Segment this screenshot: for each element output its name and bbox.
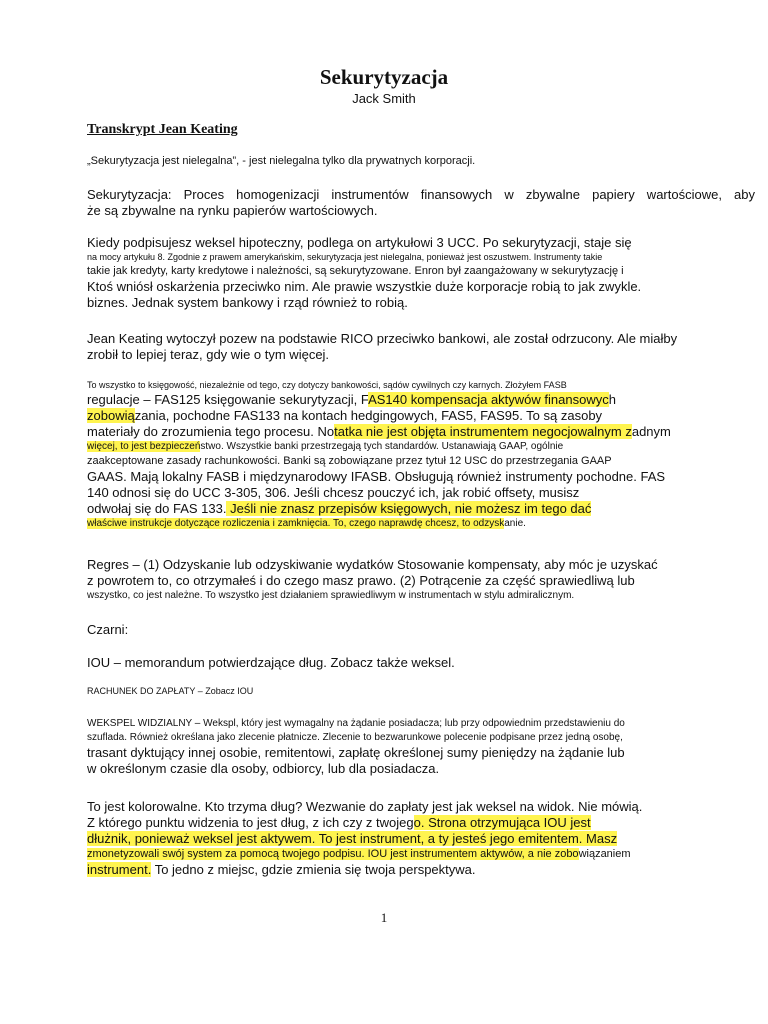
text-line: na mocy artykułu 8. Zgodnie z prawem amerykańskim, sekurytyzacja jest nielegalna, ponieważ jest oszustwem. Instrumenty takie — [87, 252, 603, 262]
text-line: GAAS. Mają lokalny FASB i międzynarodowy IFASB. Obsługują również instrumenty pochodne. FAS — [87, 469, 666, 484]
text-line: To jest kolorowalne. Kto trzyma dług? Wezwanie do zapłaty jest jak weksel na widok. Nie mówią. — [87, 799, 643, 814]
paragraph-definition — [87, 187, 755, 219]
paragraph-rico — [87, 331, 755, 363]
text-line: Regres – (1) Odzyskanie lub odzyskiwanie wydatków Stosowanie kompensaty, aby móc je uzyskać — [87, 557, 658, 572]
highlighted-text: dłużnik, ponieważ weksel jest aktywem. To jest instrument, a ty jesteś jego emitentem. Masz — [87, 831, 618, 846]
document-author: Jack Smith — [352, 91, 416, 106]
text-line: To wszystko to księgowość, niezależnie od tego, czy dotyczy bankowości, sądów cywilnych czy karnych. Złożyłem FASB — [87, 380, 567, 390]
highlighted-text: właściwe instrukcje dotyczące rozliczenia i zamknięcia. To, czego naprawdę chcesz, to odzysk — [87, 518, 505, 529]
document-subtitle: Transkrypt Jean Keating — [87, 122, 238, 137]
text-run: adnym — [631, 424, 671, 439]
text-line: z powrotem to, co otrzymałeś i do czego masz prawo. (2) Potrącenie za część sprawiedliwą lub — [87, 573, 635, 588]
text-line: RACHUNEK DO ZAPŁATY – Zobacz IOU — [87, 686, 254, 696]
text-run: wiązaniem — [578, 848, 631, 860]
text-run: zania, pochodne FAS133 na kontach hedgingowych, FAS5, FAS95. To są zasoby — [134, 408, 603, 423]
text-line — [87, 862, 755, 878]
text-line: 140 odnosi się do UCC 3-305, 306. Jeśli chcesz pouczyć ich, jak robić offsety, musisz — [87, 485, 580, 500]
text-line: Ktoś wniósł oskarżenia przeciwko nim. Ale prawie wszystkie duże korporacje robią to jak zwykle. — [87, 279, 642, 294]
text-line: Czarni: — [87, 622, 129, 637]
paragraph-accounting — [87, 379, 755, 531]
text-line — [87, 424, 755, 440]
highlighted-text: więcej, to jest bezpieczeń — [87, 441, 201, 452]
text-line: zrobił to lepiej teraz, gdy wie o tym więcej. — [87, 347, 330, 362]
text-line: biznes. Jednak system bankowy i rząd również to robią. — [87, 295, 408, 310]
text-line: że są zbywalne na rynku papierów wartościowych. — [87, 203, 378, 218]
text-run: stwo. Wszystkie banki przestrzegają tych standardów. Ustanawiają GAAP, ogólnie — [200, 441, 564, 452]
text-line: Kiedy podpisujesz weksel hipoteczny, podlega on artykułowi 3 UCC. Po sekurytyzacji, staje się — [87, 235, 632, 250]
paragraph-sight-draft — [87, 717, 755, 777]
paragraph-heading-czarni — [87, 622, 755, 638]
paragraph-bill-payable — [87, 685, 755, 698]
highlighted-text: zmonetyzowali swój system za pomocą twojego podpisu. IOU jest instrumentem aktywów, a nie zobo — [87, 848, 579, 860]
text-run: materiały do zrozumienia tego procesu. No — [87, 424, 335, 439]
paragraph-iou — [87, 655, 755, 671]
highlighted-text: o. Strona otrzymująca IOU jest — [413, 815, 591, 830]
highlighted-text: instrument. — [87, 862, 152, 877]
text-line — [87, 815, 755, 831]
text-line: Sekurytyzacja: Proces homogenizacji instrumentów finansowych w zbywalne papiery wartościowe, aby — [87, 187, 755, 202]
paragraph-recourse — [87, 557, 755, 603]
highlighted-text: tatka nie jest objęta instrumentem negocjowalnym z — [334, 424, 632, 439]
paragraph-quote — [87, 154, 755, 169]
text-line: szuflada. Również określana jako zlecenie płatnicze. Zlecenie to bezwarunkowe polecenie podpisane przez jedną osobę, — [87, 732, 623, 743]
text-line: wszystko, co jest należne. To wszystko jest działaniem sprawiedliwym w instrumentach w stylu admiralicznym. — [87, 590, 575, 601]
text-line — [87, 440, 755, 454]
text-line — [87, 847, 755, 862]
text-line — [87, 517, 755, 531]
paragraph-colorable — [87, 799, 755, 878]
highlighted-text: zobowią — [87, 408, 135, 423]
page-number: 1 — [380, 910, 388, 925]
text-line: Jean Keating wytoczył pozew na podstawie RICO przeciwko bankowi, ale został odrzucony. Ale miałby — [87, 331, 678, 346]
text-line: IOU – memorandum potwierdzające dług. Zobacz także weksel. — [87, 655, 455, 670]
text-line: zaakceptowane zasady rachunkowości. Banki są zobowiązane przez tytuł 12 USC do przestrzegania GAAP — [87, 455, 612, 467]
text-run: Z którego punktu widzenia to jest dług, z ich czy z twojeg — [87, 815, 414, 830]
text-line: trasant dyktujący innej osobie, remitentowi, zapłatę określonej sumy pieniędzy na żądanie lub — [87, 745, 625, 760]
text-run: odwołaj się do FAS 133. — [87, 501, 227, 516]
text-line — [87, 501, 755, 517]
text-line: w określonym czasie dla osoby, odbiorcy, lub dla posiadacza. — [87, 761, 440, 776]
document-title: Sekurytyzacja — [319, 65, 449, 89]
text-run: anie. — [504, 518, 526, 529]
text-line — [87, 831, 755, 847]
text-line — [87, 392, 755, 408]
text-run: regulacje – FAS125 księgowanie sekurytyzacji, F — [87, 392, 369, 407]
paragraph-mortgage-note — [87, 235, 755, 311]
highlighted-text: AS140 kompensacja aktywów finansowyc — [368, 392, 609, 407]
text-line: „Sekurytyzacja jest nielegalna”, - jest nielegalna tylko dla prywatnych korporacji. — [87, 155, 476, 167]
text-line: WEKSPEL WIDZIALNY – Wekspl, który jest wymagalny na żądanie posiadacza; lub przy odpowiednim przedstawieniu do — [87, 718, 625, 729]
text-line — [87, 408, 755, 424]
text-run: h — [608, 392, 616, 407]
highlighted-text: Jeśli nie znasz przepisów księgowych, nie możesz im tego dać — [226, 501, 592, 516]
text-run: To jedno z miejsc, gdzie zmienia się twoja perspektywa. — [151, 862, 476, 877]
text-line: takie jak kredyty, karty kredytowe i należności, są sekurytyzowane. Enron był zaangażowany w sekurytyzację i — [87, 265, 624, 277]
